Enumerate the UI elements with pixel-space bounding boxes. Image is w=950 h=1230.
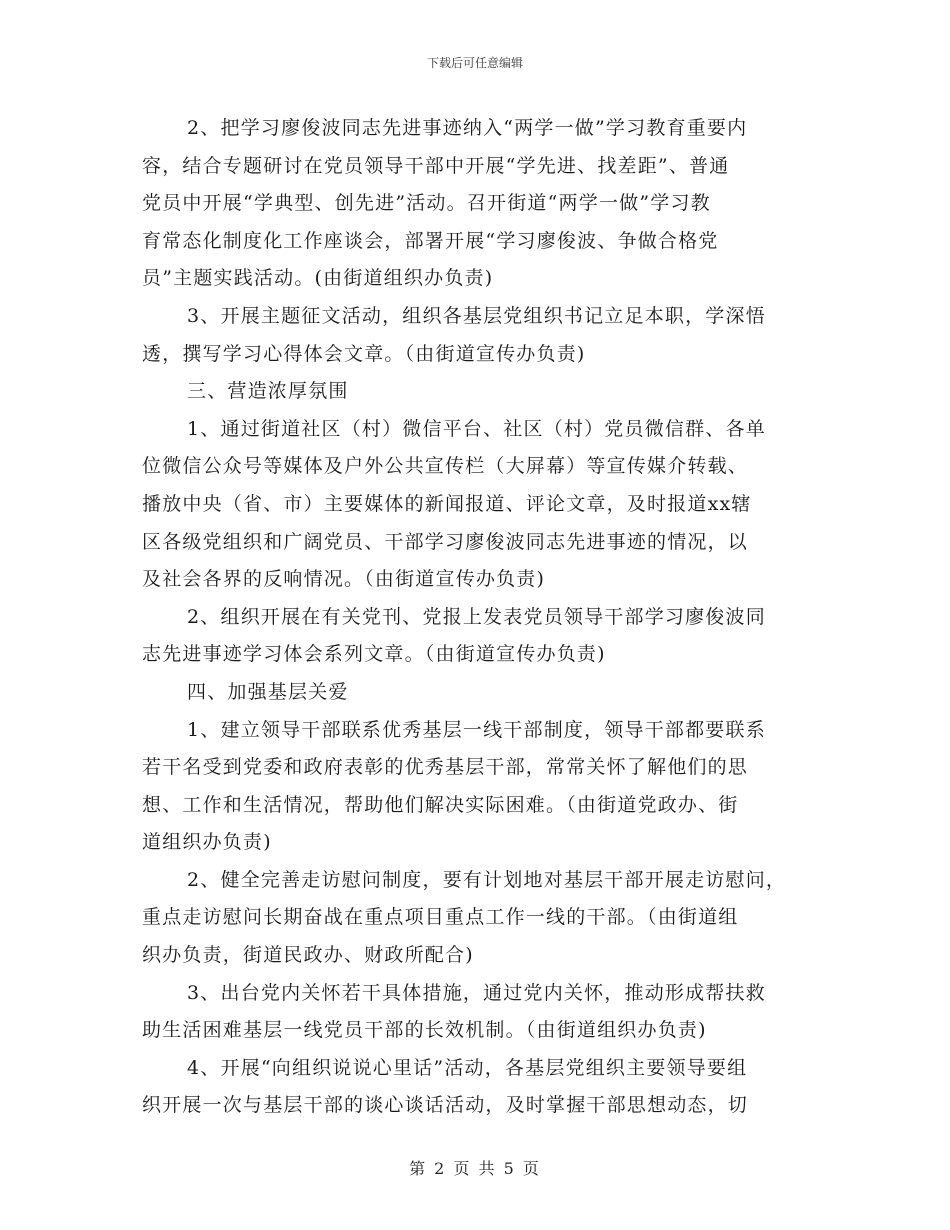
text-line: 助生活困难基层一线党员干部的长效机制。（由街道组织办负责): [142, 1019, 707, 1042]
text-line: 1、通过街道社区（村）微信平台、社区（村）党员微信群、各单: [187, 417, 766, 440]
text-line: 区各级党组织和广阔党员、干部学习廖俊波同志先进事迹的情况，以: [142, 530, 749, 553]
text-line: 志先进事迹学习体会系列文章。（由街道宣传办负责): [142, 643, 606, 666]
text-line: 及社会各界的反响情况。（由街道宣传办负责): [142, 568, 546, 591]
text-line: 织开展一次与基层干部的谈心谈话活动，及时掌握干部思想动态，切: [142, 1094, 749, 1117]
header-note: 下载后可任意编辑: [426, 56, 523, 70]
text-line: 透，撰写学习心得体会文章。（由街道宣传办负责): [142, 342, 586, 365]
text-line: 3、出台党内关怀若干具体措施，通过党内关怀，推动形成帮扶救: [187, 981, 766, 1004]
text-line: 想、工作和生活情况，帮助他们解决实际困难。（由街道党政办、街: [142, 793, 739, 816]
page-footer: 第 2 页 共 5 页: [409, 1159, 541, 1178]
text-line: 育常态化制度化工作座谈会，部署开展“学习廖俊波、争做合格党: [142, 229, 719, 252]
text-line: 重点走访慰问长期奋战在重点项目重点工作一线的干部。（由街道组: [142, 906, 739, 929]
text-line: 2、把学习廖俊波同志先进事迹纳入“两学一做”学习教育重要内: [187, 117, 748, 139]
text-line: 道组织办负责): [142, 831, 272, 854]
text-line: 党员中开展“学典型、创先进”活动。召开街道“两学一做”学习教: [142, 192, 711, 215]
text-line: 织办负责，街道民政办、财政所配合): [142, 944, 474, 967]
text-line: 1、建立领导干部联系优秀基层一线干部制度，领导干部都要联系: [187, 718, 766, 741]
text-line: 播放中央（省、市）主要媒体的新闻报道、评论文章，及时报道xx辖: [142, 492, 752, 515]
text-line: 4、开展“向组织说说心里话”活动，各基层党组织主要领导要组: [187, 1056, 748, 1079]
text-line: 若干名受到党委和政府表彰的优秀基层干部，常常关怀了解他们的思: [142, 756, 749, 779]
document-body: [142, 110, 810, 1125]
text-line: 三、营造浓厚氛围: [187, 380, 349, 403]
text-line: 2、健全完善走访慰问制度，要有计划地对基层干部开展走访慰问，: [187, 868, 787, 891]
text-line: 2、组织开展在有关党刊、党报上发表党员领导干部学习廖俊波同: [187, 605, 766, 628]
text-line: 四、加强基层关爱: [187, 680, 349, 703]
text-line: 3、开展主题征文活动，组织各基层党组织书记立足本职，学深悟: [187, 304, 766, 327]
text-line: 位微信公众号等媒体及户外公共宣传栏（大屏幕）等宣传媒介转载、: [142, 455, 749, 478]
text-line: 容，结合专题研讨在党员领导干部中开展“学先进、找差距”、普通: [142, 154, 730, 177]
text-line: 员”主题实践活动。(由街道组织办负责): [142, 267, 494, 290]
